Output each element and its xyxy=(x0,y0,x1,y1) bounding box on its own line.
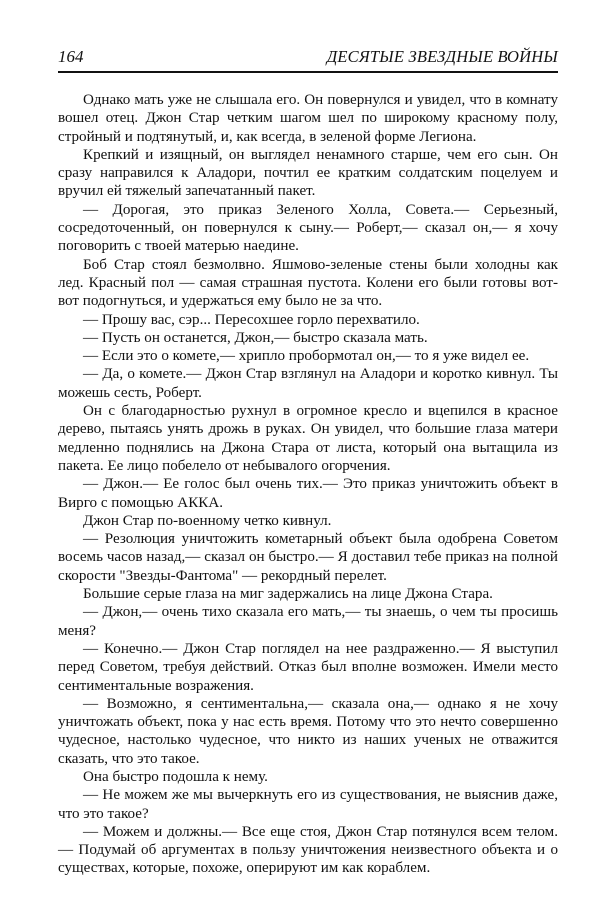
paragraph-14: — Джон,— очень тихо сказала его мать,— ты знаешь, о чем ты просишь меня? xyxy=(58,604,558,639)
body-text xyxy=(58,91,558,878)
paragraph-8: — Да, о комете.— Джон Стар взглянул на Аладори и коротко кивнул. Ты можешь сесть, Роберт. xyxy=(58,366,558,401)
paragraph-15: — Конечно.— Джон Стар поглядел на нее раздраженно.— Я выступил перед Советом, требуя действий. Отказ был вполне возможен. Имели место сентиментальные возражения. xyxy=(58,640,558,694)
page-header xyxy=(58,47,558,71)
page-number: 164 xyxy=(58,47,84,66)
paragraph-10: — Джон.— Ее голос был очень тих.— Это приказ уничтожить объект в Вирго с помощью АККА. xyxy=(58,476,558,511)
paragraph-9: Он с благодарностью рухнул в огромное кресло и вцепился в красное дерево, пытаясь унять дрожь в руках. Он увидел, что большие глаза матери медленно поднялись на Джона Стара от листа, который она вытащила из пакета. Ее лицо побелело от небывалого огорчения. xyxy=(58,403,558,474)
header-rule xyxy=(58,71,558,73)
paragraph-12: — Резолюция уничтожить кометарный объект была одобрена Советом восемь часов назад,— сказал он быстро.— Я доставил тебе приказ на полной скорости "Звезды-Фантома" — рекордный перелет. xyxy=(58,531,558,584)
paragraph-3: — Дорогая, это приказ Зеленого Холла, Совета.— Серьезный, сосредоточенный, он повернулся к сыну.— Роберт,— сказал он,— я хочу поговорить с твоей матерью наедине. xyxy=(58,201,558,255)
paragraph-11: Джон Стар по-военному четко кивнул. xyxy=(83,512,332,529)
paragraph-19: — Можем и должны.— Все еще стоя, Джон Стар потянулся всем телом.— Подумай об аргументах в пользу уничтожения неизвестного объекта и о существах, которые, похоже, оперируют им как кораблем. xyxy=(58,823,558,877)
paragraph-1: Однако мать уже не слышала его. Он повернулся и увидел, что в комнату вошел отец. Джон Стар четким шагом шел по широкому красному полу, стройный и подтянутый, и, как всегда, в зеленой форме Легиона. xyxy=(58,92,558,145)
paragraph-2: Крепкий и изящный, он выглядел ненамного старше, чем его сын. Он сразу направился к Аладори, почтил ее кратким солдатским поцелуем и вручил ей тяжелый запечатанный пакет. xyxy=(58,146,558,200)
paragraph-13: Большие серые глаза на миг задержались на лице Джона Стара. xyxy=(83,586,493,603)
paragraph-4: Боб Стар стоял безмолвно. Яшмово-зеленые стены были холодны как лед. Красный пол — самая страшная пустота. Колени его были готовы вот-вот подогнуться, и удержаться ему было не за что. xyxy=(58,256,558,310)
paragraph-17: Она быстро подошла к нему. xyxy=(83,768,268,785)
paragraph-6: — Пусть он останется, Джон,— быстро сказала мать. xyxy=(83,329,428,346)
running-title: ДЕСЯТЫЕ ЗВЕЗДНЫЕ ВОЙНЫ xyxy=(326,47,558,66)
paragraph-5: — Прошу вас, сэр... Пересохшее горло перехватило. xyxy=(83,311,420,328)
paragraph-18: — Не можем же мы вычеркнуть его из существования, не выяснив даже, что это такое? xyxy=(58,787,558,822)
paragraph-7: — Если это о комете,— хрипло пробормотал он,— то я уже видел ее. xyxy=(83,348,530,365)
paragraph-16: — Возможно, я сентиментальна,— сказала она,— однако я не хочу уничтожать объект, пока у нас есть время. Потому что это нечто совершенно чудесное, настолько чудесное, что никто из наших ученых не отважится сказать, что это такое. xyxy=(58,695,558,767)
